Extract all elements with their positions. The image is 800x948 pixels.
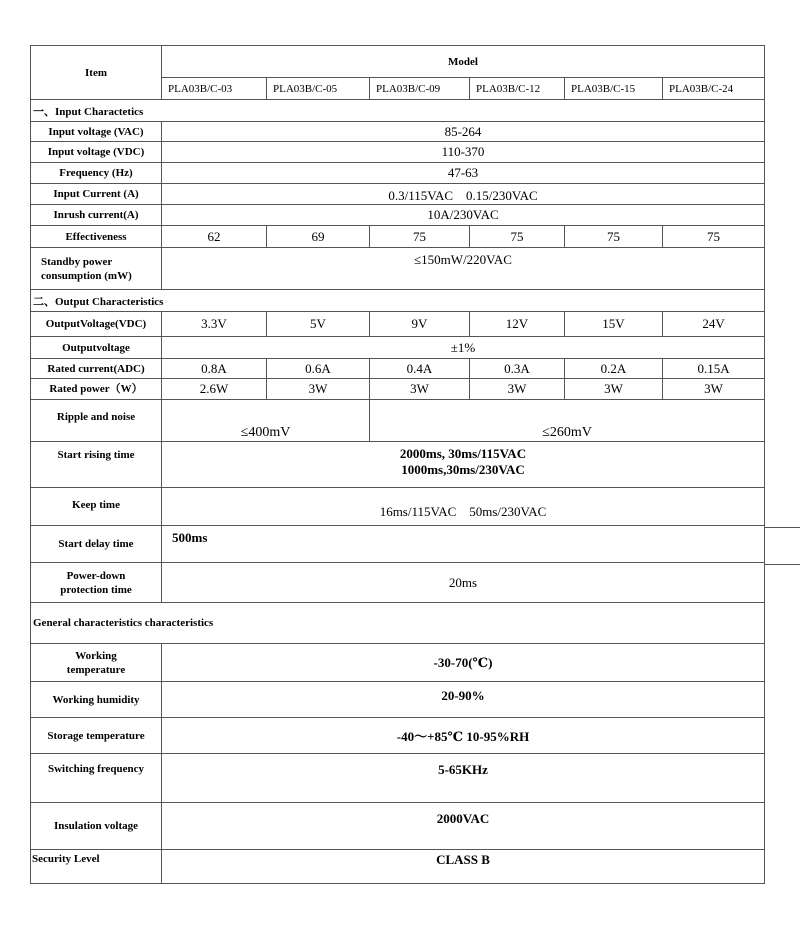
model-name: PLA03B/C-15 xyxy=(565,78,663,100)
security-level-value: CLASS B xyxy=(162,850,765,884)
row-label-switching-frequency: Switching frequency xyxy=(31,754,162,803)
row-label-input-voltage-vac: Input voltage (VAC) xyxy=(31,122,162,142)
row-label-frequency: Frequency (Hz) xyxy=(31,163,162,184)
rise-value-line1: 2000ms, 30ms/115VAC xyxy=(399,446,527,461)
frequency-value: 47-63 xyxy=(162,163,765,184)
powerdown-label-line1: Power-down xyxy=(66,569,126,582)
row-label-start-rising-time: Start rising time xyxy=(31,442,162,488)
ripple-value-low: ≤400mV xyxy=(162,400,370,442)
rated-current-value: 0.15A xyxy=(663,359,765,379)
item-header: Item xyxy=(31,46,162,100)
standby-label-line1: Standby power xyxy=(41,255,113,268)
standby-power-value: ≤150mW/220VAC xyxy=(162,248,765,290)
start-rising-time-value xyxy=(162,442,765,488)
storage-temperature-value: -40～+85℃ 10-95%RH xyxy=(162,718,765,754)
rated-power-value: 3W xyxy=(565,379,663,400)
working-temperature-value: -30-70(℃) xyxy=(162,644,765,682)
rated-current-value: 0.6A xyxy=(267,359,370,379)
section-title-output: 二、Output Characteristics xyxy=(31,290,765,312)
row-label-keep-time: Keep time xyxy=(31,488,162,526)
row-label-effectiveness: Effectiveness xyxy=(31,226,162,248)
section-title-input: 一、Input Charactetics xyxy=(31,100,765,122)
section-title-general: General characteristics characteristics xyxy=(31,603,765,644)
switching-frequency-value: 5-65KHz xyxy=(162,754,765,803)
rated-power-value: 3W xyxy=(470,379,565,400)
insulation-voltage-value: 2000VAC xyxy=(162,803,765,850)
row-label-working-temperature xyxy=(31,644,162,682)
input-voltage-vac-value: 85-264 xyxy=(162,122,765,142)
rated-current-value: 0.3A xyxy=(470,359,565,379)
rated-current-value: 0.8A xyxy=(162,359,267,379)
work-temp-label-line2: temperature xyxy=(66,663,126,676)
row-label-insulation-voltage: Insulation voltage xyxy=(31,803,162,850)
row-label-ripple-noise: Ripple and noise xyxy=(31,400,162,442)
effectiveness-value: 69 xyxy=(267,226,370,248)
row-label-input-current: Input Current (A) xyxy=(31,184,162,205)
row-label-rated-power: Rated power（W） xyxy=(31,379,162,400)
work-temp-label-line1: Working xyxy=(75,649,117,662)
output-tolerance-value: ±1% xyxy=(162,337,765,359)
row-label-output-voltage: OutputVoltage(VDC) xyxy=(31,312,162,337)
ripple-value-high: ≤260mV xyxy=(370,400,765,442)
rated-power-value: 3W xyxy=(370,379,470,400)
effectiveness-value: 62 xyxy=(162,226,267,248)
overflow-rule-top xyxy=(764,527,800,528)
rated-current-value: 0.2A xyxy=(565,359,663,379)
model-name: PLA03B/C-05 xyxy=(267,78,370,100)
model-name: PLA03B/C-12 xyxy=(470,78,565,100)
row-label-standby-power xyxy=(31,248,162,290)
inrush-current-value: 10A/230VAC xyxy=(162,205,765,226)
spec-table xyxy=(30,45,765,884)
output-voltage-value: 24V xyxy=(663,312,765,337)
output-voltage-value: 3.3V xyxy=(162,312,267,337)
output-voltage-value: 5V xyxy=(267,312,370,337)
rated-power-value: 2.6W xyxy=(162,379,267,400)
rated-power-value: 3W xyxy=(267,379,370,400)
start-delay-time-value: 500ms xyxy=(162,526,765,563)
input-voltage-vdc-value: 110-370 xyxy=(162,142,765,163)
rated-current-value: 0.4A xyxy=(370,359,470,379)
row-label-rated-current: Rated current(ADC) xyxy=(31,359,162,379)
effectiveness-value: 75 xyxy=(470,226,565,248)
row-label-security-level: Security Level xyxy=(31,850,162,884)
model-name: PLA03B/C-24 xyxy=(663,78,765,100)
row-label-output-tolerance: Outputvoltage xyxy=(31,337,162,359)
standby-label-line2: consumption (mW) xyxy=(41,269,132,282)
model-name: PLA03B/C-03 xyxy=(162,78,267,100)
row-label-start-delay-time: Start delay time xyxy=(31,526,162,563)
row-label-storage-temperature: Storage temperature xyxy=(31,718,162,754)
output-voltage-value: 12V xyxy=(470,312,565,337)
model-header: Model xyxy=(162,46,765,78)
effectiveness-value: 75 xyxy=(370,226,470,248)
row-label-inrush-current: Inrush current(A) xyxy=(31,205,162,226)
powerdown-label-line2: protection time xyxy=(60,583,132,596)
row-label-power-down-protection xyxy=(31,563,162,603)
rise-value-line2: 1000ms,30ms/230VAC xyxy=(401,462,525,477)
rated-power-value: 3W xyxy=(663,379,765,400)
effectiveness-value: 75 xyxy=(565,226,663,248)
power-down-protection-value: 20ms xyxy=(162,563,765,603)
model-name: PLA03B/C-09 xyxy=(370,78,470,100)
row-label-working-humidity: Working humidity xyxy=(31,682,162,718)
input-current-value: 0.3/115VAC 0.15/230VAC xyxy=(162,184,765,205)
output-voltage-value: 15V xyxy=(565,312,663,337)
output-voltage-value: 9V xyxy=(370,312,470,337)
working-humidity-value: 20-90% xyxy=(162,682,765,718)
effectiveness-value: 75 xyxy=(663,226,765,248)
keep-time-value: 16ms/115VAC 50ms/230VAC xyxy=(162,488,765,526)
overflow-rule-bottom xyxy=(764,564,800,565)
row-label-input-voltage-vdc: Input voltage (VDC) xyxy=(31,142,162,163)
